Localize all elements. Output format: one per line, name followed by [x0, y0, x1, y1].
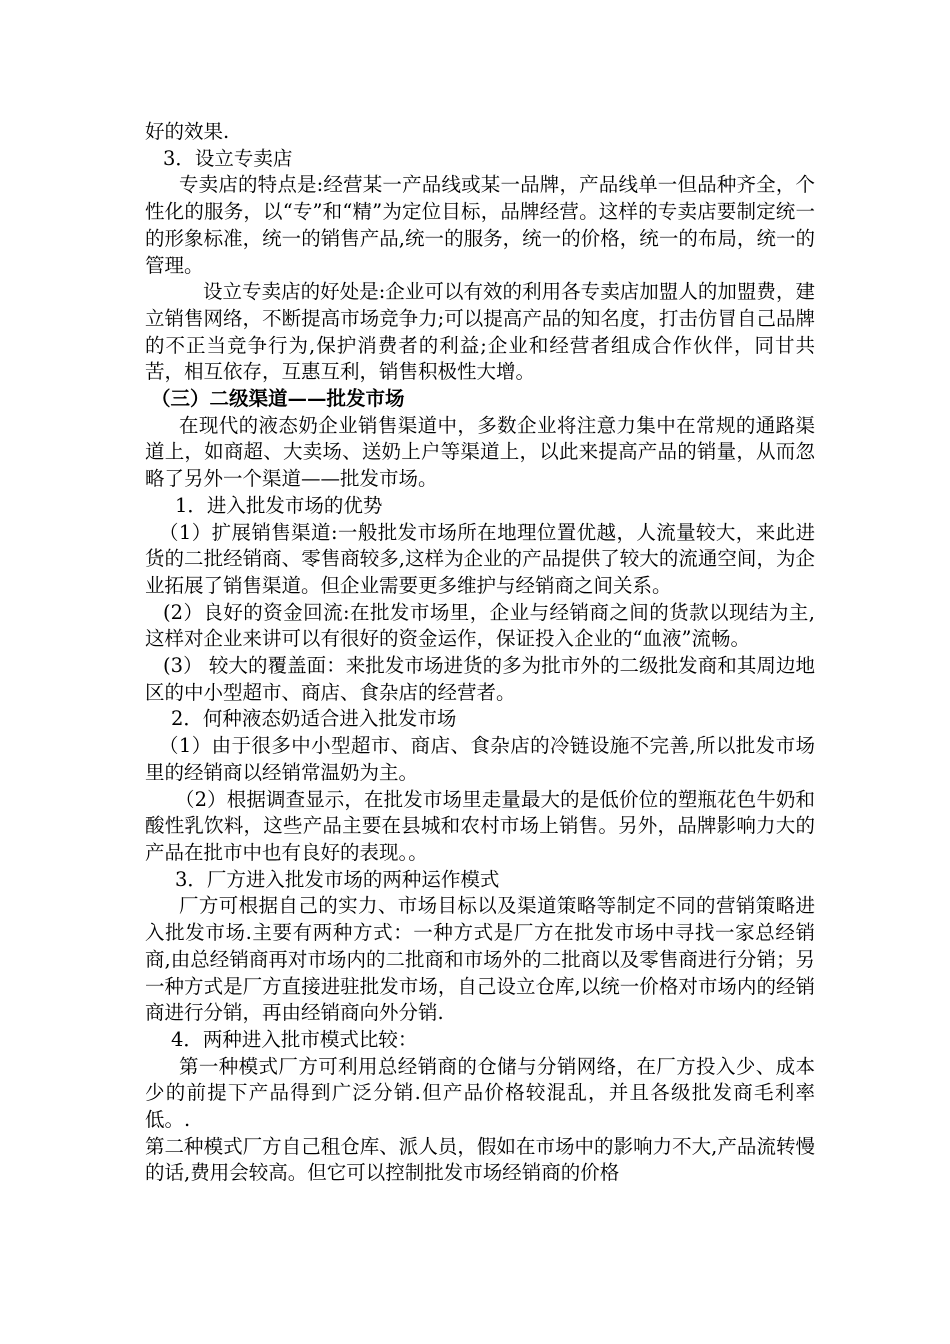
- paragraph: 在现代的液态奶企业销售渠道中，多数企业将注意力集中在常规的通路渠道上，如商超、大卖场、送奶上户等渠道上，以此来提高产品的销量，从而忽略了另外一个渠道——批发市场。: [145, 413, 815, 491]
- document-body: [145, 119, 815, 1187]
- paragraph: 专卖店的特点是:经营某一产品线或某一品牌，产品线单一但品种齐全，个性化的服务，以“专”和“精”为定位目标，品牌经营。这样的专卖店要制定统一的形象标准，统一的销售产品,统一的服务，统一的价格，统一的布局，统一的管理。: [145, 173, 815, 277]
- paragraph: 第二种模式厂方自己租仓库、派人员，假如在市场中的影响力不大,产品流转慢的话,费用会较高。但它可以控制批发市场经销商的价格: [145, 1134, 815, 1185]
- paragraph: （1）扩展销售渠道:一般批发市场所在地理位置优越，人流量较大，来此进货的二批经销商、零售商较多,这样为企业的产品提供了较大的流通空间，为企业拓展了销售渠道。但企业需要更多维护与经销商之间关系。: [145, 520, 815, 597]
- paragraph: 3．设立专卖店: [163, 146, 293, 170]
- paragraph: （1）由于很多中小型超市、商店、食杂店的冷链设施不完善,所以批发市场里的经销商以经销常温奶为主。: [145, 734, 815, 784]
- section-heading: （三）二级渠道——批发市场: [151, 387, 405, 411]
- paragraph: 第一种模式厂方可利用总经销商的仓储与分销网络，在厂方投入少、成本少的前提下产品得到广泛分销.但产品价格较混乱，并且各级批发商毛利率低。.: [145, 1054, 815, 1132]
- paragraph: (2）良好的资金回流:在批发市场里，企业与经销商之间的货款以现结为主,这样对企业来讲可以有很好的资金运作，保证投入企业的“血液”流畅。: [145, 600, 815, 651]
- paragraph: 设立专卖店的好处是:企业可以有效的利用各专卖店加盟人的加盟费，建立销售网络，不断提高市场竞争力;可以提高产品的知名度，打击仿冒自己品牌的不正当竞争行为,保护消费者的利益;企业和经营者组成合作伙伴，同甘共苦，相互依存，互惠互利，销售积极性大增。: [145, 280, 815, 384]
- paragraph: 厂方可根据自己的实力、市场目标以及渠道策略等制定不同的营销策略进入批发市场.主要有两种方式：一种方式是厂方在批发市场中寻找一家总经销商,由总经销商再对市场内的二批商和市场外的二批商以及零售商进行分销；另一种方式是厂方直接进驻批发市场，自己设立仓库,以统一价格对市场内的经销商进行分销，再由经销商向外分销.: [145, 894, 815, 1025]
- paragraph: 3．厂方进入批发市场的两种运作模式: [175, 867, 500, 891]
- paragraph: 4．两种进入批市模式比较：: [171, 1027, 418, 1051]
- paragraph: 1．进入批发市场的优势: [175, 493, 383, 517]
- paragraph: 2．何种液态奶适合进入批发市场: [171, 707, 457, 731]
- paragraph: 好的效果.: [145, 120, 230, 143]
- paragraph: (3） 较大的覆盖面：来批发市场进货的多为批市外的二级批发商和其周边地区的中小型超市、商店、食杂店的经营者。: [145, 654, 815, 704]
- paragraph: （2）根据调查显示，在批发市场里走量最大的是低价位的塑瓶花色牛奶和酸性乳饮料，这些产品主要在县城和农村市场上销售。另外，品牌影响力大的产品在批市中也有良好的表现。。: [145, 787, 815, 864]
